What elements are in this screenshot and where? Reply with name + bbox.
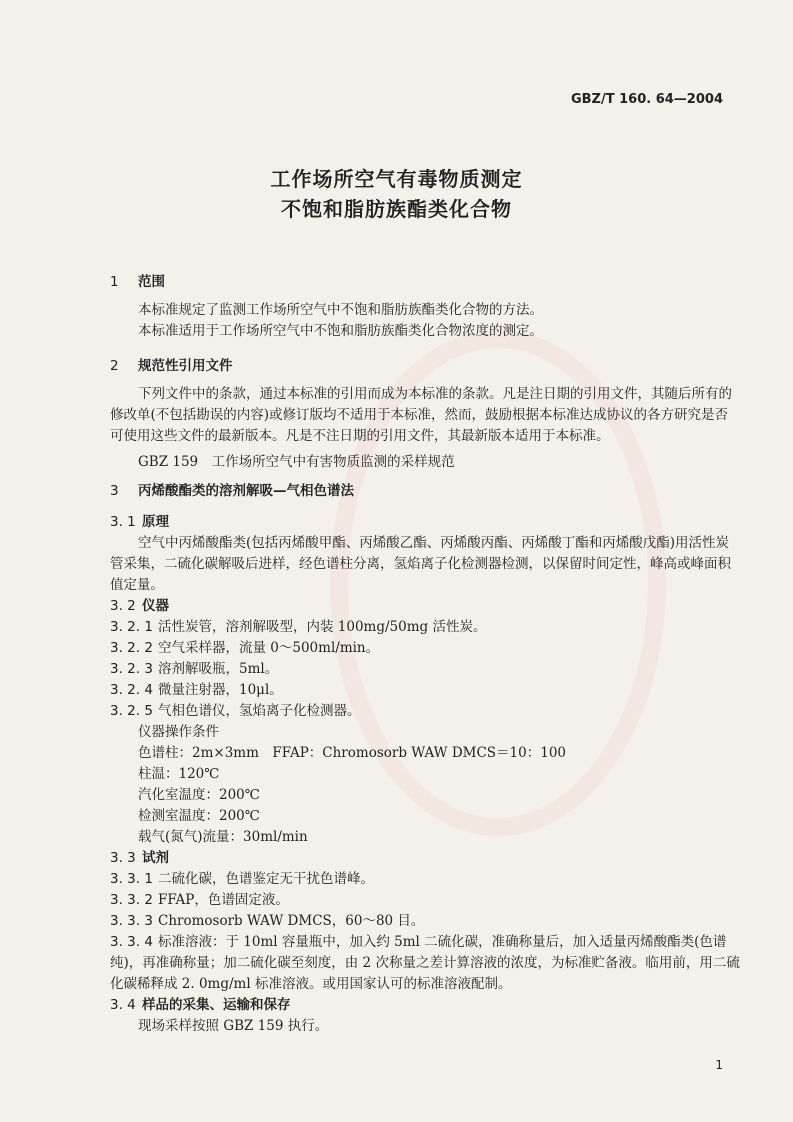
section-2 bbox=[110, 356, 740, 473]
section-2-heading: 2 规范性引用文件 bbox=[110, 358, 233, 374]
section-3-1-paragraph: 空气中丙烯酸酯类(包括丙烯酸甲酯、丙烯酸乙酯、丙烯酸丙酯、丙烯酸丁酯和丙烯酸戊酯)用活性炭管采集，二硫化碳解吸后进样，经色谱柱分离，氢焰离子化检测器检测，以保留时间定性，峰高或峰面积值定量。 bbox=[110, 535, 731, 593]
standard-code: GBZ/T 160. 64—2004 bbox=[570, 92, 723, 107]
section-3 bbox=[110, 481, 740, 1037]
condition-line: 检测室温度：200℃ bbox=[138, 808, 260, 824]
instrument-item: 3. 2. 5 气相色谱仪，氢焰离子化检测器。 bbox=[110, 703, 361, 719]
instrument-item: 3. 2. 1 活性炭管，溶剂解吸型，内装 100mg/50mg 活性炭。 bbox=[110, 619, 487, 635]
condition-line: 色谱柱：2m×3mm FFAP：Chromosorb WAW DMCS＝10：100 bbox=[138, 745, 567, 761]
section-3-4-heading: 3. 4 样品的采集、运输和保存 bbox=[110, 997, 291, 1013]
section-2-reference: GBZ 159 工作场所空气中有害物质监测的采样规范 bbox=[138, 454, 455, 470]
section-3-2-heading: 3. 2 仪器 bbox=[110, 598, 169, 614]
section-3-heading: 3 丙烯酸酯类的溶剂解吸—气相色谱法 bbox=[110, 483, 354, 499]
reagent-item: 3. 3. 4 标准溶液：于 10ml 容量瓶中，加入约 5ml 二硫化碳，准确称量后，加入适量丙烯酸酯类(色谱纯)，再准确称量；加二硫化碳至刻度，由 2 次称量之差计算溶液的浓度，为标准贮备液。临用前，用二硫化碳稀释成 2. 0mg/ml 标准溶液。或用国家认可的标准溶液配制。 bbox=[110, 934, 740, 992]
section-3-1-heading: 3. 1 原理 bbox=[110, 514, 169, 530]
title-line-1: 工作场所空气有毒物质测定 bbox=[270, 167, 523, 191]
condition-line: 柱温：120℃ bbox=[138, 766, 220, 782]
title-line-2: 不饱和脂肪族酯类化合物 bbox=[281, 197, 512, 221]
instrument-item: 3. 2. 3 溶剂解吸瓶，5ml。 bbox=[110, 661, 279, 677]
section-1 bbox=[110, 272, 740, 342]
section-3-4-paragraph: 现场采样按照 GBZ 159 执行。 bbox=[138, 1018, 329, 1034]
section-3-3-heading: 3. 3 试剂 bbox=[110, 850, 169, 866]
condition-line: 载气(氮气)流量：30ml/min bbox=[138, 829, 308, 845]
reagent-item: 3. 3. 3 Chromosorb WAW DMCS，60～80 目。 bbox=[110, 913, 425, 929]
conditions-title: 仪器操作条件 bbox=[138, 724, 219, 740]
instrument-item: 3. 2. 2 空气采样器，流量 0～500ml/min。 bbox=[110, 640, 380, 656]
section-1-heading: 1 范围 bbox=[110, 274, 165, 290]
condition-line: 汽化室温度：200℃ bbox=[138, 787, 260, 803]
section-2-p1: 下列文件中的条款，通过本标准的引用而成为本标准的条款。凡是注日期的引用文件，其随后所有的修改单(不包括勘误的内容)或修订版均不适用于本标准，然而，鼓励根据本标准达成协议的各方研究是否可使用这些文件的最新版本。凡是不注日期的引用文件，其最新版本适用于本标准。 bbox=[110, 386, 732, 444]
reagent-item: 3. 3. 1 二硫化碳，色谱鉴定无干扰色谱峰。 bbox=[110, 871, 374, 887]
page-number: 1 bbox=[715, 1058, 723, 1072]
reagent-item: 3. 3. 2 FFAP，色谱固定液。 bbox=[110, 892, 289, 908]
instrument-item: 3. 2. 4 微量注射器，10μl。 bbox=[110, 682, 283, 698]
section-1-p1: 本标准规定了监测工作场所空气中不饱和脂肪族酯类化合物的方法。 bbox=[138, 302, 543, 318]
section-1-p2: 本标准适用于工作场所空气中不饱和脂肪族酯类化合物浓度的测定。 bbox=[138, 323, 543, 339]
